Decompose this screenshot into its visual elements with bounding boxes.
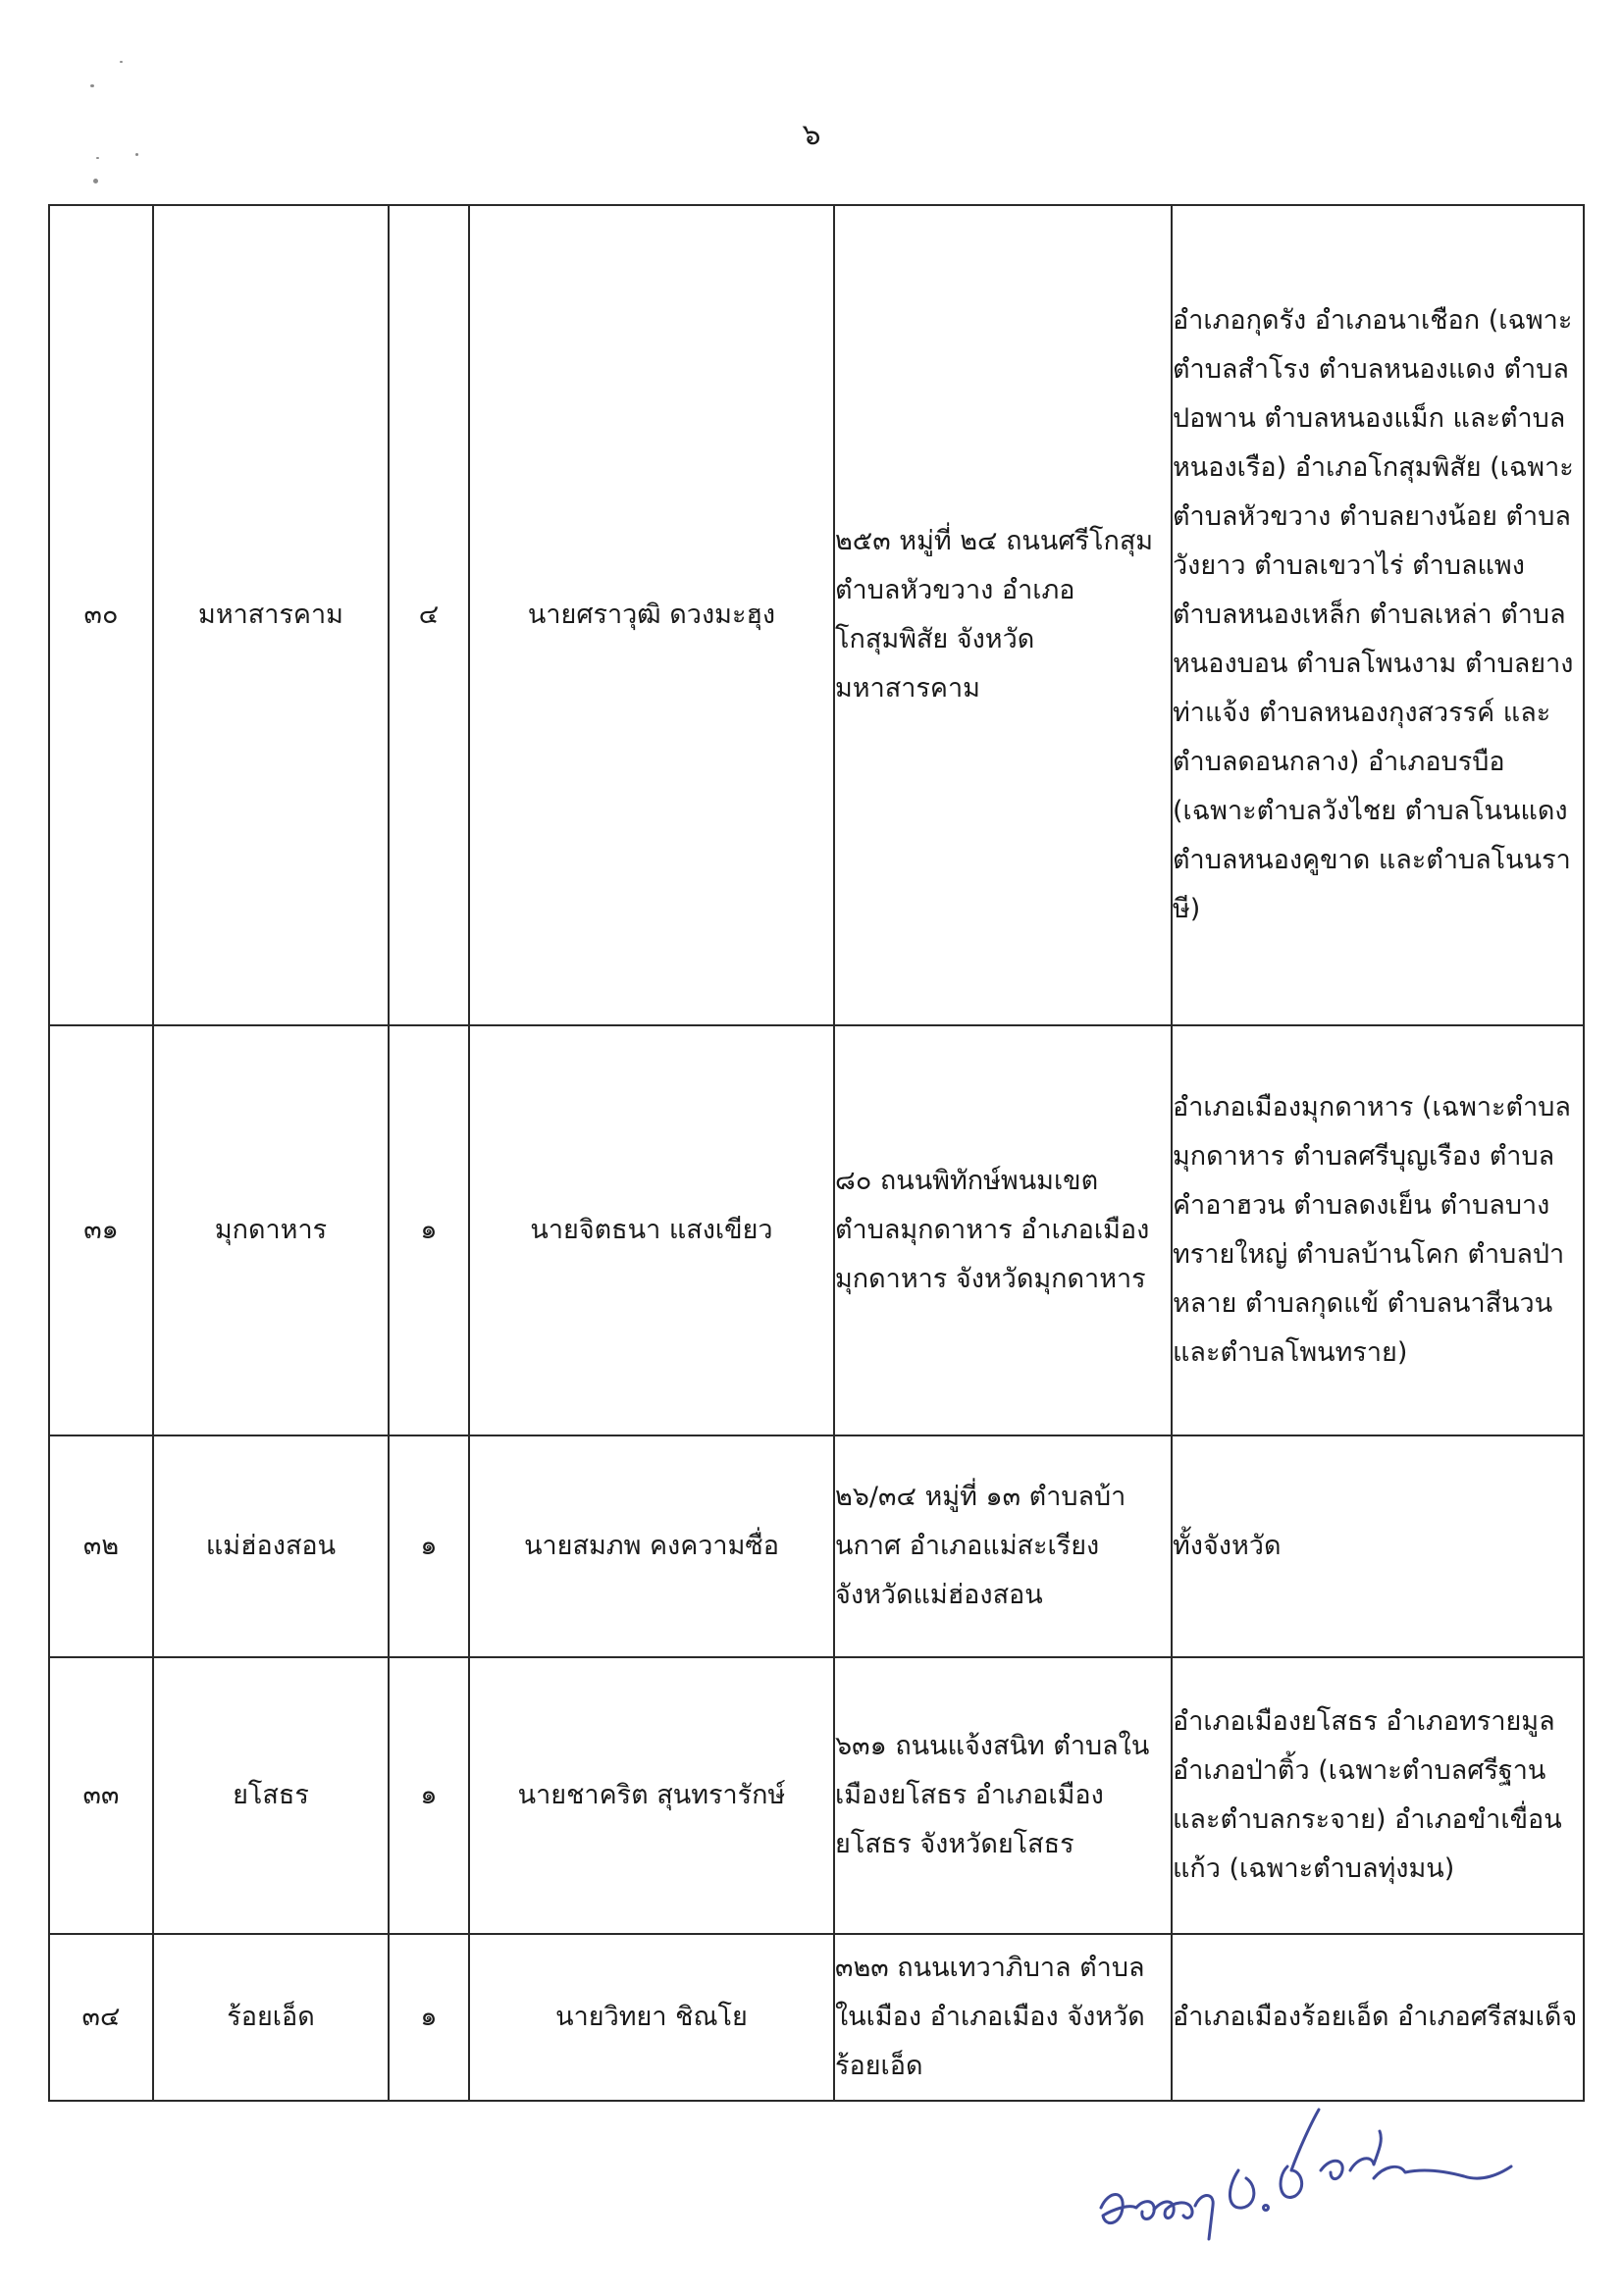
province-cell: ยโสธร xyxy=(153,1657,389,1934)
name-cell: นายศราวุฒิ ดวงมะฮุง xyxy=(469,205,834,1025)
province-cell: มหาสารคาม xyxy=(153,205,389,1025)
province-cell: มุกดาหาร xyxy=(153,1025,389,1435)
table-row xyxy=(49,1657,1584,1934)
table-row xyxy=(49,205,1584,1025)
name-cell: นายชาคริต สุนทรารักษ์ xyxy=(469,1657,834,1934)
address-cell: ๒๖/๓๔ หมู่ที่ ๑๓ ตำบลบ้านกาศ อำเภอแม่สะเรียง จังหวัดแม่ฮ่องสอน xyxy=(834,1435,1172,1657)
address-cell: ๘๐ ถนนพิทักษ์พนมเขต ตำบลมุกดาหาร อำเภอเมืองมุกดาหาร จังหวัดมุกดาหาร xyxy=(834,1025,1172,1435)
name-cell: นายวิทยา ชิณโย xyxy=(469,1934,834,2101)
table-row xyxy=(49,1435,1584,1657)
province-cell: แม่ฮ่องสอน xyxy=(153,1435,389,1657)
address-cell: ๓๒๓ ถนนเทวาภิบาล ตำบลในเมือง อำเภอเมือง จังหวัดร้อยเอ็ด xyxy=(834,1934,1172,2101)
row-number: ๓๐ xyxy=(49,205,153,1025)
row-number: ๓๒ xyxy=(49,1435,153,1657)
table-row xyxy=(49,1025,1584,1435)
row-number: ๓๓ xyxy=(49,1657,153,1934)
area-cell: อำเภอกุดรัง อำเภอนาเชือก (เฉพาะตำบลสำโรง ตำบลหนองแดง ตำบลปอพาน ตำบลหนองแม็ก และตำบลหนองเรือ) อำเภอโกสุมพิสัย (เฉพาะตำบลหัวขวาง ตำบลยางน้อย ตำบลวังยาว ตำบลเขวาไร่ ตำบลแพง ตำบลหนองเหล็ก ตำบลเหล่า ตำบลหนองบอน ตำบลโพนงาม ตำบลยางท่าแจ้ง ตำบลหนองกุงสวรรค์ และตำบลดอนกลาง) อำเภอบรบือ (เฉพาะตำบลวังไชย ตำบลโนนแดง ตำบลหนองคูขาด และตำบลโนนราษี) xyxy=(1172,205,1584,1025)
officer-table xyxy=(48,204,1585,2102)
handwritten-signature xyxy=(1079,2061,1531,2267)
count-cell: ๑ xyxy=(389,1435,469,1657)
count-cell: ๑ xyxy=(389,1025,469,1435)
area-cell: ทั้งจังหวัด xyxy=(1172,1435,1584,1657)
page-number: ๖ xyxy=(802,118,821,152)
address-cell: ๖๓๑ ถนนแจ้งสนิท ตำบลในเมืองยโสธร อำเภอเมืองยโสธร จังหวัดยโสธร xyxy=(834,1657,1172,1934)
row-number: ๓๑ xyxy=(49,1025,153,1435)
area-cell: อำเภอเมืองมุกดาหาร (เฉพาะตำบลมุกดาหาร ตำบลศรีบุญเรือง ตำบลคำอาฮวน ตำบลดงเย็น ตำบลบางทรายใหญ่ ตำบลบ้านโคก ตำบลป่าหลาย ตำบลกุดแข้ ตำบลนาสีนวน และตำบลโพนทราย) xyxy=(1172,1025,1584,1435)
count-cell: ๔ xyxy=(389,205,469,1025)
area-cell: อำเภอเมืองร้อยเอ็ด อำเภอศรีสมเด็จ xyxy=(1172,1934,1584,2101)
count-cell: ๑ xyxy=(389,1657,469,1934)
province-cell: ร้อยเอ็ด xyxy=(153,1934,389,2101)
name-cell: นายจิตธนา แสงเขียว xyxy=(469,1025,834,1435)
count-cell: ๑ xyxy=(389,1934,469,2101)
address-cell: ๒๕๓ หมู่ที่ ๒๔ ถนนศรีโกสุม ตำบลหัวขวาง อำเภอโกสุมพิสัย จังหวัดมหาสารคาม xyxy=(834,205,1172,1025)
name-cell: นายสมภพ คงความซื่อ xyxy=(469,1435,834,1657)
area-cell: อำเภอเมืองยโสธร อำเภอทรายมูล อำเภอป่าติ้ว (เฉพาะตำบลศรีฐาน และตำบลกระจาย) อำเภอขำเขื่อนแก้ว (เฉพาะตำบลทุ่งมน) xyxy=(1172,1657,1584,1934)
row-number: ๓๔ xyxy=(49,1934,153,2101)
